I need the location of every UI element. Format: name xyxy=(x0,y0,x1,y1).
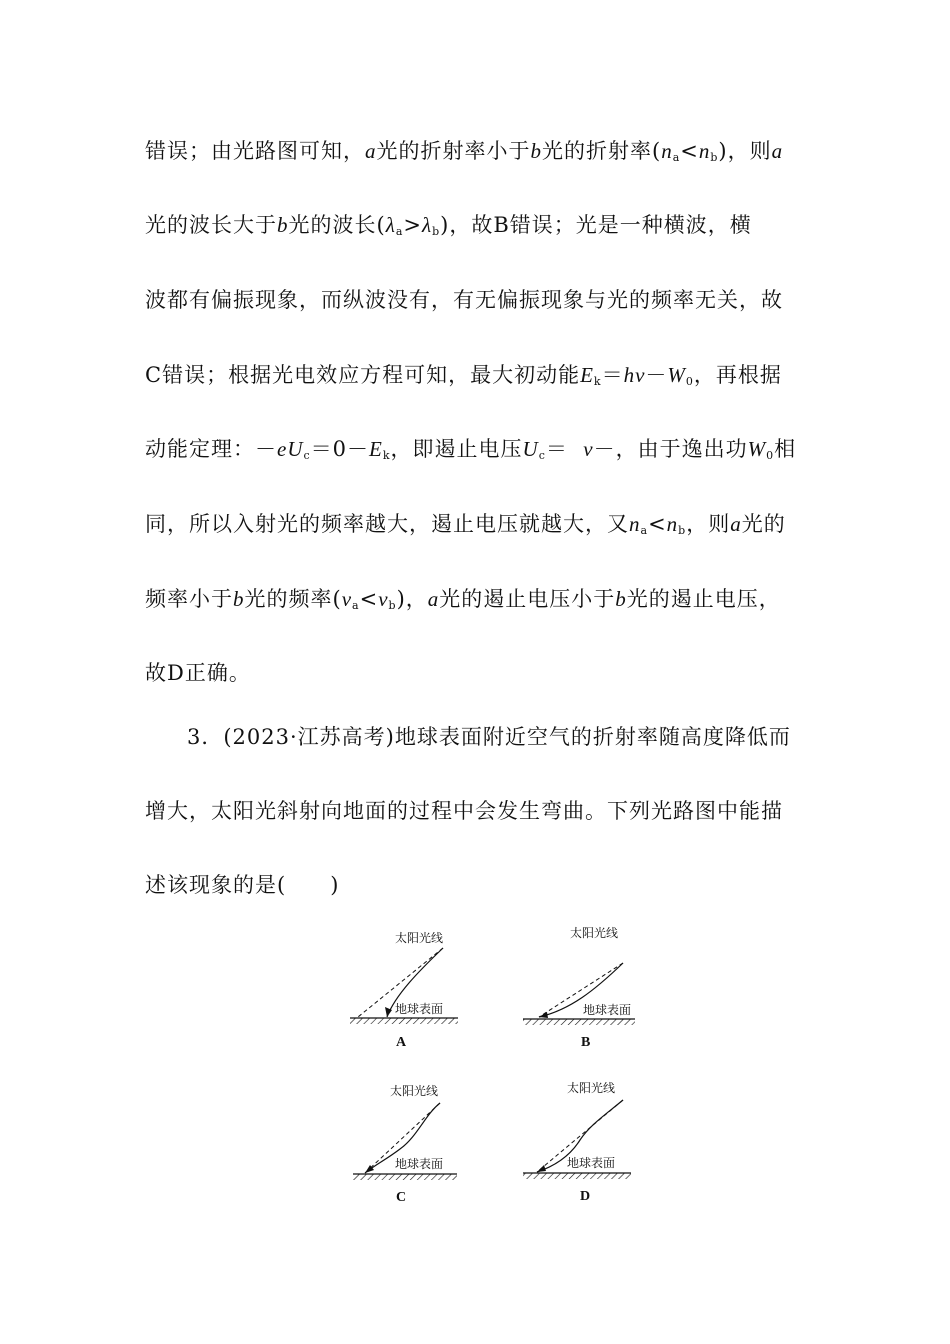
sun-ray-label: 太阳光线 xyxy=(390,1084,439,1098)
text-line-8: 故D正确。 xyxy=(145,661,251,685)
text-line-6: 同，所以入射光的频率越大，遏止电压就越大，又$n_a<n_b$，则a光的 xyxy=(145,512,786,537)
ground-hatch xyxy=(523,1173,631,1179)
question-line-1: 3．(2023·江苏高考)地球表面附近空气的折射率随高度降低而 xyxy=(187,725,791,749)
ground-label: 地球表面 xyxy=(567,1156,616,1170)
ground-label: 地球表面 xyxy=(583,1003,632,1017)
ground-hatch xyxy=(353,1174,457,1180)
figure-caption: A xyxy=(396,1035,407,1050)
question-line-3: 述该现象的是( ) xyxy=(145,873,340,897)
text-line-4: C错误；根据光电效应方程可知，最大初动能$E_k=h\nu-W_0$，再根据 xyxy=(145,363,782,388)
text-line-3: 波都有偏振现象，而纵波没有，有无偏振现象与光的频率无关，故 xyxy=(145,288,783,312)
sun-ray-label: 太阳光线 xyxy=(395,931,444,945)
figure-caption: C xyxy=(396,1190,407,1205)
figure-option-b xyxy=(515,915,650,1050)
ground-hatch xyxy=(523,1019,635,1025)
figure-option-d xyxy=(515,1070,645,1205)
question-line-2: 增大，太阳光斜射向地面的过程中会发生弯曲。下列光路图中能描 xyxy=(145,799,783,823)
figure-option-a xyxy=(340,920,470,1055)
text-line-5: 动能定理：$-eU_c=0-E_k$，即遏止电压$U_c= \nu-$，由于逸出功$W_0$相 xyxy=(145,437,797,462)
figure-caption: B xyxy=(581,1035,591,1050)
text-line-2: 光的波长大于b光的波长$(\lambda_a>\lambda_b)$，故B错误；光是一种横波，横 xyxy=(145,213,752,238)
figure-option-c xyxy=(345,1075,475,1205)
ground-hatch xyxy=(350,1018,458,1024)
sun-ray-label: 太阳光线 xyxy=(567,1081,616,1095)
ground-label: 地球表面 xyxy=(395,1002,444,1016)
text-line-1: 错误；由光路图可知，a光的折射率小于b光的折射率$(n_a<n_b)$，则a xyxy=(145,139,784,164)
arrow-icon xyxy=(537,1165,546,1172)
arrow-icon xyxy=(539,1012,548,1018)
figure-caption: D xyxy=(580,1189,591,1204)
ground-label: 地球表面 xyxy=(395,1157,444,1171)
sun-ray-label: 太阳光线 xyxy=(570,926,619,940)
text-line-7: 频率小于b光的频率$(\nu_a<\nu_b)$，a光的遏止电压小于b光的遏止电压， xyxy=(145,587,781,612)
